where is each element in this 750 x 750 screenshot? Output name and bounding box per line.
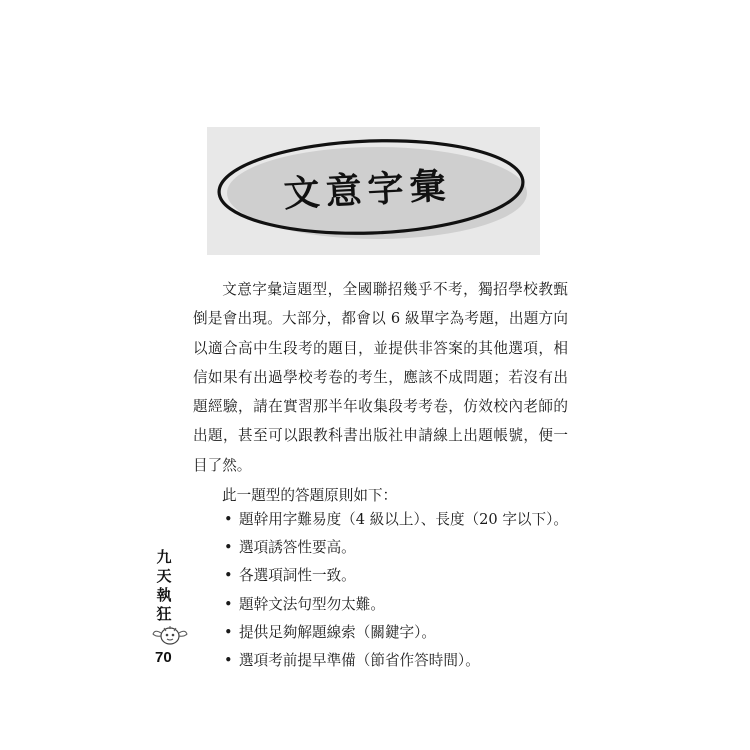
bullet: • xyxy=(224,511,233,528)
side-series-label xyxy=(150,548,186,624)
rule-text: 題幹文法句型勿太難。 xyxy=(239,595,385,613)
section-title-banner xyxy=(207,127,540,255)
bullet: • xyxy=(224,651,233,669)
bullet: • xyxy=(224,567,233,585)
bullet: • xyxy=(224,595,233,613)
rule-text: 選項誘答性要高。 xyxy=(239,539,356,557)
list-item xyxy=(224,591,568,619)
list-item xyxy=(224,534,568,562)
page-number: 70 xyxy=(155,649,172,666)
list-item xyxy=(224,647,568,675)
bullet: • xyxy=(224,539,233,557)
list-item xyxy=(224,619,568,647)
rules-list xyxy=(224,506,568,675)
rule-text: 提供足夠解題線索（關鍵字）。 xyxy=(239,623,437,641)
rule-text: 題幹用字難易度（4 級以上）、長度（20 字以下）。 xyxy=(239,511,569,528)
rule-text: 各選項詞性一致。 xyxy=(239,567,356,585)
body-paragraph: 文意字彙這題型，全國聯招幾乎不考，獨招學校教甄倒是會出現。大部分，都會以 6 級單字為考題，出題方向以適合高中生段考的題目，並提供非答案的其他選項，相信如果有出過學校考卷的考生，應該不成問題；若沒有出題經驗，請在實習那半年收集段考考卷，仿效校內老師的出題，甚至可以跟教科書出版社申請線上出題帳號，便一目了然。 xyxy=(193,281,568,474)
rules-intro: 此一題型的答題原則如下： xyxy=(222,487,398,504)
side-label-char: 天 xyxy=(156,567,172,585)
rule-text: 選項考前提早準備（節省作答時間）。 xyxy=(239,651,480,669)
body-paragraphs xyxy=(193,275,568,480)
mascot-icon xyxy=(150,623,190,649)
side-label-char: 狂 xyxy=(156,605,172,623)
bullet: • xyxy=(224,623,233,641)
side-label-char: 九 xyxy=(156,548,172,566)
side-label-char: 執 xyxy=(156,586,172,604)
list-item xyxy=(224,562,568,590)
section-title: 文意字彙 xyxy=(282,165,453,215)
list-item xyxy=(224,506,568,534)
